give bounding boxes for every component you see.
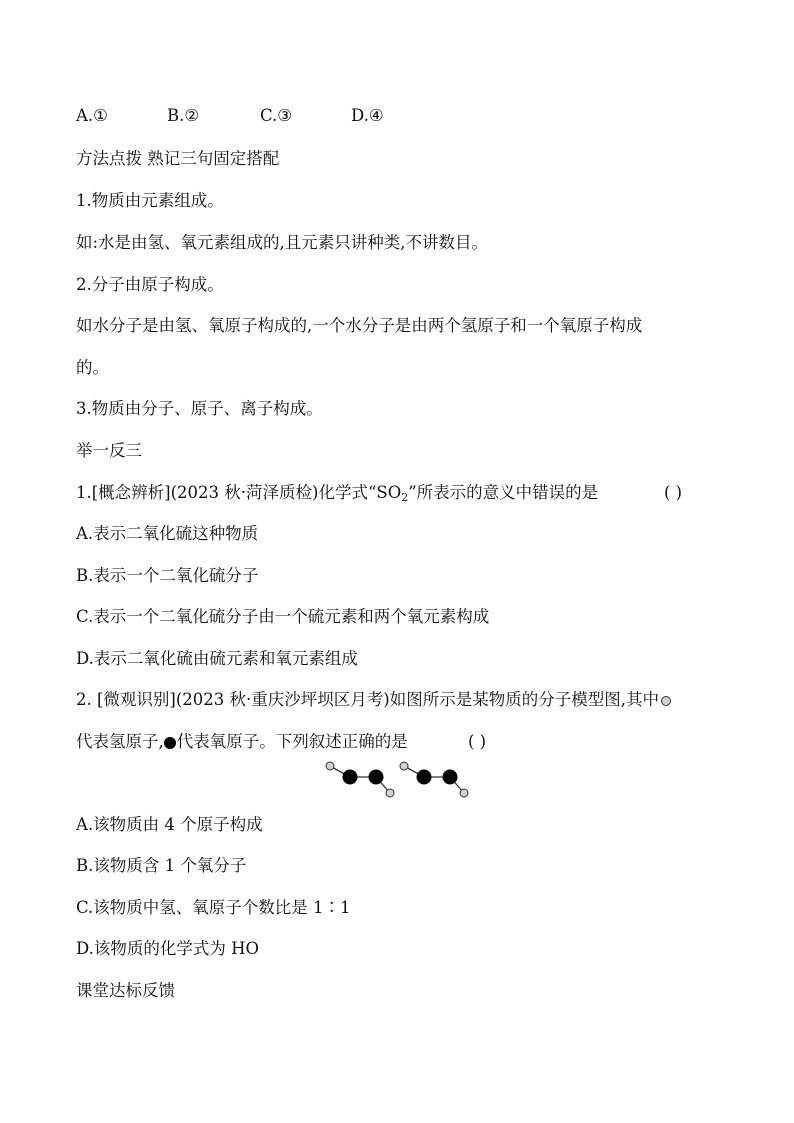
oxygen-atom xyxy=(369,770,384,785)
q2-option-b[interactable]: B.该物质含 1 个氧分子 xyxy=(76,856,247,875)
option-c[interactable]: C.③ xyxy=(260,106,293,125)
oxygen-atom xyxy=(443,770,458,785)
molecule-2 xyxy=(400,762,468,797)
q2-option-a[interactable]: A.该物质由 4 个原子构成 xyxy=(76,815,263,834)
q2-answer-paren[interactable]: ( ) xyxy=(468,732,487,751)
method-item-3: 3.物质由分子、原子、离子构成。 xyxy=(76,399,323,418)
method-item-2: 2.分子由原子构成。 xyxy=(76,275,224,294)
hydrogen-atom xyxy=(386,789,394,797)
q1-stem-prefix: 1.[概念辨析](2023 秋·菏泽质检)化学式“SO xyxy=(76,483,402,502)
hydrogen-atom xyxy=(326,762,334,770)
practice-heading: 举一反三 xyxy=(76,441,142,460)
method-item-2-example-cont: 的。 xyxy=(76,358,109,377)
hydrogen-atom xyxy=(460,789,468,797)
oxygen-atom xyxy=(417,770,432,785)
q1-option-c[interactable]: C.表示一个二氧化硫分子由一个硫元素和两个氧元素构成 xyxy=(76,607,490,626)
top-options xyxy=(76,105,384,127)
q1-stem-suffix: ”所表示的意义中错误的是 xyxy=(408,483,599,502)
hydrogen-atom-icon xyxy=(661,696,671,706)
molecule-1 xyxy=(326,762,394,797)
oxygen-atom-icon xyxy=(164,737,176,749)
question-1-stem xyxy=(76,482,598,509)
hydrogen-atom xyxy=(400,762,408,770)
method-item-1: 1.物质由元素组成。 xyxy=(76,191,224,210)
q1-answer-paren[interactable]: ( ) xyxy=(664,483,683,502)
option-d[interactable]: D.④ xyxy=(351,106,384,125)
q2-stem-line1: 2. [微观识别](2023 秋·重庆沙坪坝区月考)如图所示是某物质的分子模型图,其中 xyxy=(76,690,659,709)
q2-option-c[interactable]: C.该物质中氢、氧原子个数比是 1∶1 xyxy=(76,898,351,917)
molecule-model-figure xyxy=(322,760,474,800)
q1-subscript: 2 xyxy=(401,491,409,504)
q1-option-b[interactable]: B.表示一个二氧化硫分子 xyxy=(76,566,259,585)
question-2-stem-line2 xyxy=(76,731,408,753)
footer-heading: 课堂达标反馈 xyxy=(76,981,175,1000)
method-item-2-example: 如水分子是由氢、氧原子构成的,一个水分子是由两个氢原子和一个氧原子构成 xyxy=(76,316,643,335)
q2-option-d[interactable]: D.该物质的化学式为 HO xyxy=(76,939,260,958)
oxygen-atom xyxy=(343,770,358,785)
method-heading: 方法点拨 熟记三句固定搭配 xyxy=(76,149,280,168)
option-b[interactable]: B.② xyxy=(167,106,200,125)
option-a[interactable]: A.① xyxy=(76,106,108,125)
q1-option-d[interactable]: D.表示二氧化硫由硫元素和氧元素组成 xyxy=(76,649,358,668)
method-item-1-example: 如:水是由氢、氧元素组成的,且元素只讲种类,不讲数目。 xyxy=(76,233,489,252)
q1-option-a[interactable]: A.表示二氧化硫这种物质 xyxy=(76,524,259,543)
question-2-stem-line1 xyxy=(76,689,671,711)
q2-stem-line2-a: 代表氢原子, xyxy=(76,732,164,751)
q2-stem-line2-b: 代表氧原子。下列叙述正确的是 xyxy=(176,732,408,751)
